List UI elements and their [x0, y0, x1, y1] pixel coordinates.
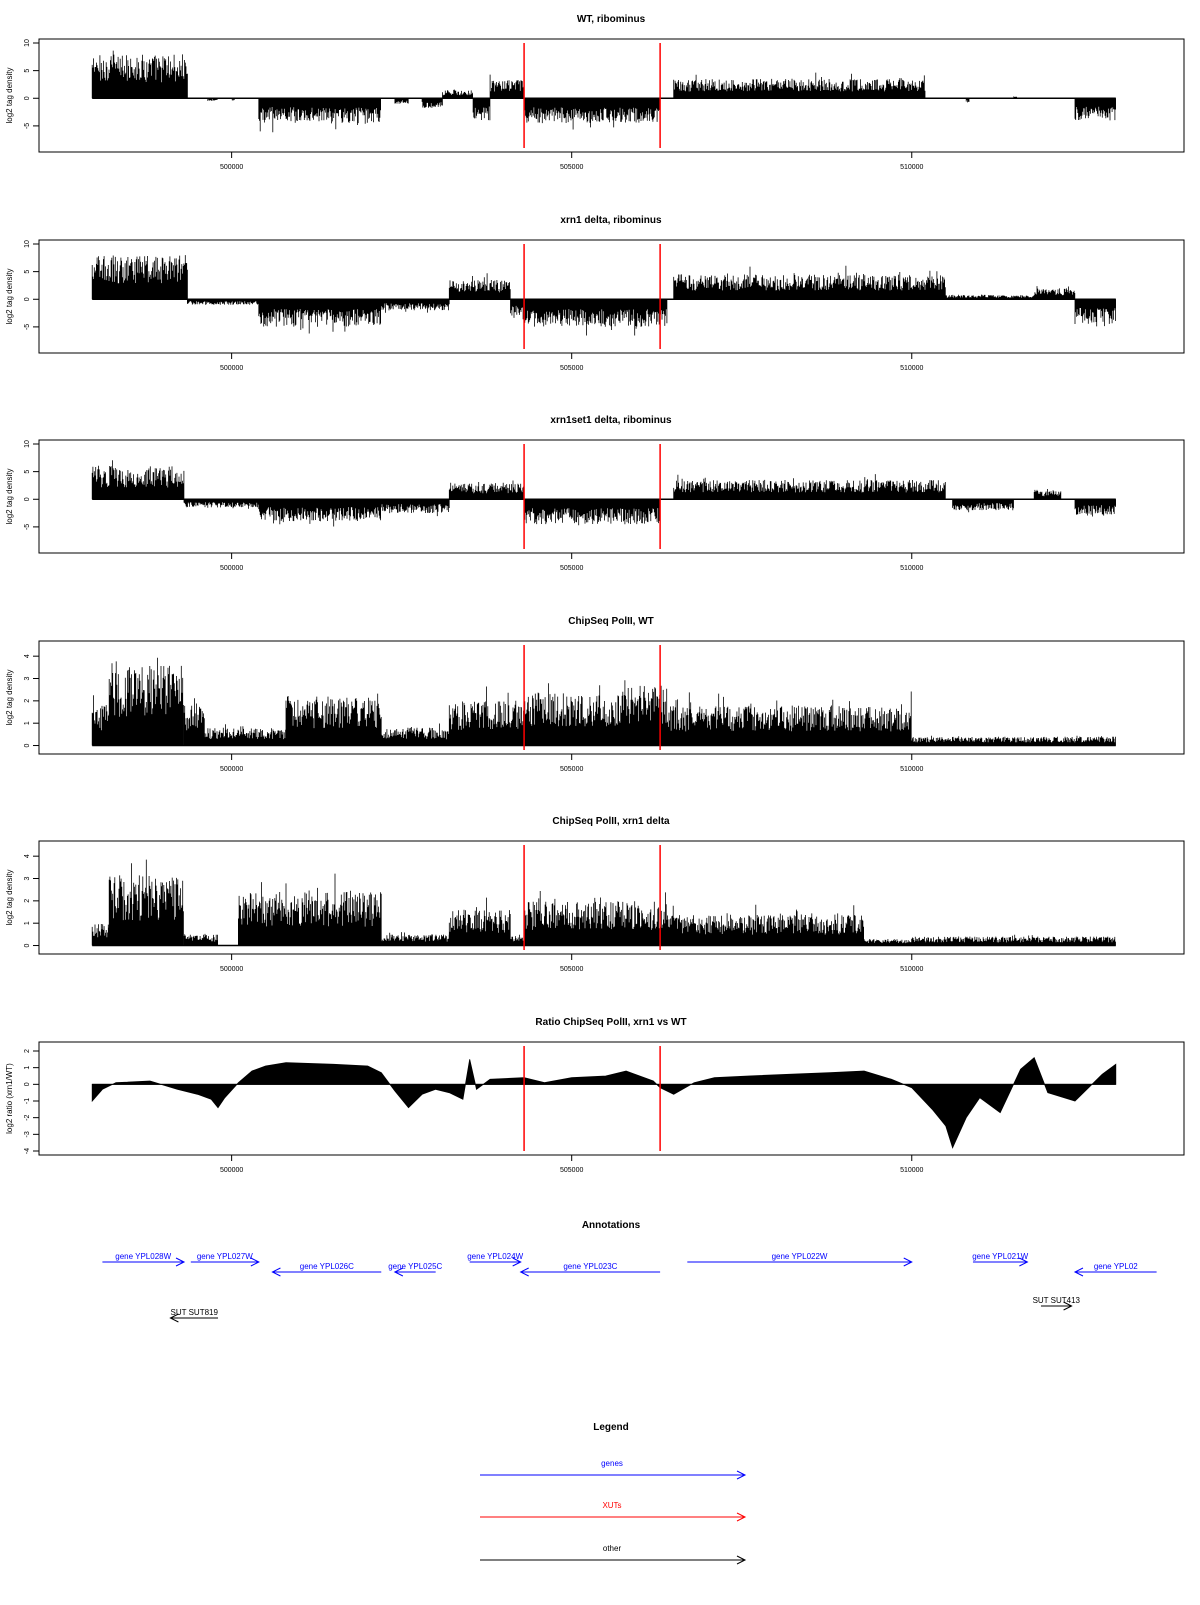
density-bar-segment	[524, 891, 667, 946]
density-bar-segment	[524, 680, 626, 745]
y-axis-label: log2 tag density	[5, 869, 14, 926]
sut-label: SUT SUT413	[1032, 1296, 1081, 1305]
y-tick-label: 10	[24, 240, 31, 248]
legend-title: Legend	[593, 1422, 629, 1433]
y-tick-label: 0	[24, 297, 31, 302]
annotations-panel	[102, 1220, 1156, 1322]
x-tick-label: 505000	[560, 365, 584, 372]
chart-panel-2	[5, 415, 1184, 572]
density-bar-segment	[1075, 299, 1116, 326]
density-bar-segment	[259, 499, 381, 526]
density-bar-segment	[238, 874, 381, 946]
chart-title: Ratio ChipSeq PolII, xrn1 vs WT	[535, 1017, 687, 1028]
density-bar-segment	[443, 90, 473, 99]
gene-label: gene YPL025C	[388, 1262, 443, 1271]
y-tick-label: 1	[24, 721, 31, 726]
y-tick-label: 1	[24, 921, 31, 926]
density-bar-segment	[286, 694, 381, 746]
chart-panel-3	[5, 616, 1184, 773]
density-bar-segment	[381, 499, 449, 516]
density-bar-segment	[259, 98, 381, 132]
density-bar-segment	[92, 695, 109, 745]
x-tick-label: 510000	[900, 766, 924, 773]
gene-annotation	[521, 1262, 660, 1276]
sut-label: SUT SUT819	[170, 1308, 218, 1317]
chart-title: xrn1 delta, ribominus	[560, 215, 662, 226]
plot-frame	[39, 440, 1184, 553]
chart-title: ChipSeq PolII, xrn1 delta	[552, 816, 670, 827]
density-bar-segment	[1075, 499, 1116, 516]
x-tick-label: 500000	[219, 766, 244, 773]
density-bar-segment	[449, 481, 523, 500]
x-tick-label: 500000	[219, 966, 244, 973]
density-bar-segment	[184, 934, 218, 946]
y-tick-label: 0	[24, 497, 31, 502]
gene-annotation	[102, 1252, 184, 1266]
gene-label: gene YPL021W	[972, 1252, 1029, 1261]
density-bar-segment	[381, 932, 449, 945]
density-bar-segment	[912, 736, 1116, 746]
legend-label: XUTs	[602, 1501, 622, 1510]
chart-title: ChipSeq PolII, WT	[568, 616, 654, 627]
y-tick-label: 10	[24, 39, 31, 47]
x-tick-label: 500000	[219, 365, 244, 372]
y-tick-label: 2	[24, 698, 31, 703]
plot-frame	[39, 39, 1184, 152]
y-tick-label: 3	[24, 876, 31, 881]
density-bar-segment	[674, 474, 946, 499]
chart-title: xrn1set1 delta, ribominus	[550, 415, 672, 426]
density-bar-segment	[524, 299, 667, 335]
x-tick-label: 510000	[900, 966, 924, 973]
x-tick-label: 510000	[900, 164, 924, 171]
gene-annotation	[272, 1262, 381, 1276]
chart-panel-1	[5, 215, 1184, 372]
x-tick-label: 505000	[560, 164, 584, 171]
y-tick-label: 0	[24, 743, 31, 748]
y-tick-label: 3	[24, 676, 31, 681]
y-tick-label: 0	[24, 96, 31, 101]
density-bar-segment	[912, 935, 1116, 946]
chart-panel-4	[5, 816, 1184, 973]
y-tick-label: -2	[24, 1114, 31, 1121]
density-bar-segment	[1075, 98, 1116, 120]
density-bar-segment	[674, 73, 925, 99]
gene-annotation	[388, 1262, 442, 1276]
density-bar-segment	[667, 905, 864, 946]
ratio-area	[92, 1058, 1116, 1148]
y-tick-label: 4	[24, 654, 31, 659]
density-bar-segment	[395, 98, 408, 103]
x-tick-label: 505000	[560, 1167, 584, 1174]
gene-annotation	[1075, 1262, 1157, 1276]
density-bar-segment	[422, 98, 442, 108]
y-tick-label: 2	[24, 898, 31, 903]
y-tick-label: -3	[24, 1131, 31, 1138]
density-bar-segment	[449, 687, 523, 746]
density-bar-segment	[184, 499, 258, 508]
density-bar-segment	[92, 255, 187, 299]
legend-label: genes	[601, 1459, 623, 1468]
gene-label: gene YPL02	[1093, 1262, 1138, 1271]
density-bar-segment	[674, 266, 946, 300]
density-bar-segment	[524, 499, 660, 525]
density-bar-segment	[1034, 489, 1061, 499]
x-tick-label: 505000	[560, 766, 584, 773]
y-tick-label: 1	[24, 1065, 31, 1070]
density-bar-segment	[511, 299, 524, 320]
y-tick-label: -5	[24, 323, 31, 331]
x-tick-label: 505000	[560, 565, 584, 572]
density-bar-segment	[864, 939, 912, 946]
sut-annotation	[1033, 1296, 1081, 1310]
density-bar-segment	[92, 924, 109, 946]
x-tick-label: 505000	[560, 966, 584, 973]
y-axis-label: log2 tag density	[5, 468, 14, 525]
density-bar-segment	[204, 724, 285, 745]
chart-panel-0	[5, 14, 1184, 171]
x-tick-label: 500000	[219, 164, 244, 171]
y-tick-label: -5	[24, 122, 31, 130]
y-axis-label: log2 tag density	[5, 268, 14, 325]
x-tick-label: 510000	[900, 365, 924, 372]
gene-label: gene YPL028W	[115, 1252, 172, 1261]
y-tick-label: -1	[24, 1097, 31, 1105]
y-tick-label: 5	[24, 469, 31, 474]
gene-annotation	[467, 1252, 523, 1266]
legend-label: other	[602, 1544, 622, 1553]
y-tick-label: -5	[24, 523, 31, 531]
y-tick-label: 0	[24, 943, 31, 948]
x-tick-label: 500000	[219, 565, 244, 572]
y-tick-label: 0	[24, 1082, 31, 1087]
density-bar-segment	[381, 299, 449, 312]
gene-annotation	[191, 1252, 259, 1266]
density-bar-segment	[187, 299, 258, 305]
gene-label: gene YPL026C	[299, 1262, 354, 1271]
y-tick-label: -4	[24, 1147, 31, 1155]
annotations-title: Annotations	[581, 1220, 641, 1231]
gene-label: gene YPL023C	[563, 1262, 618, 1271]
density-bar-segment	[109, 658, 183, 746]
y-axis-label: log2 ratio (xrn1/WT)	[5, 1063, 14, 1134]
density-bar-segment	[259, 299, 381, 333]
density-bar-segment	[511, 935, 524, 946]
gene-label: gene YPL022W	[771, 1252, 828, 1261]
density-bar-segment	[1034, 286, 1075, 299]
density-bar-segment	[184, 698, 204, 745]
y-tick-label: 10	[24, 440, 31, 448]
legend-panel	[480, 1422, 745, 1564]
density-bar-segment	[449, 273, 510, 299]
x-tick-label: 510000	[900, 1167, 924, 1174]
density-bar-segment	[381, 724, 449, 746]
gene-label: gene YPL024W	[467, 1252, 524, 1261]
x-tick-label: 510000	[900, 565, 924, 572]
y-tick-label: 5	[24, 68, 31, 73]
density-bar-segment	[953, 499, 1014, 512]
density-bar-segment	[92, 460, 184, 499]
density-bar-segment	[667, 692, 911, 746]
sut-annotation	[170, 1308, 218, 1322]
gene-annotation	[687, 1252, 911, 1266]
x-tick-label: 500000	[219, 1167, 244, 1174]
y-axis-label: log2 tag density	[5, 669, 14, 726]
chart-panel-5	[5, 1017, 1184, 1174]
density-bar-segment	[92, 51, 187, 99]
gene-annotation	[972, 1252, 1028, 1266]
y-tick-label: 5	[24, 269, 31, 274]
density-bar-segment	[524, 98, 660, 129]
density-bar-segment	[449, 898, 510, 946]
chart-title: WT, ribominus	[576, 14, 646, 25]
y-tick-label: 2	[24, 1049, 31, 1053]
y-axis-label: log2 tag density	[5, 67, 14, 124]
gene-label: gene YPL027W	[196, 1252, 253, 1261]
y-tick-label: 4	[24, 854, 31, 859]
density-bar-segment	[109, 860, 183, 946]
density-bar-segment	[473, 98, 490, 120]
density-bar-segment	[490, 75, 524, 99]
